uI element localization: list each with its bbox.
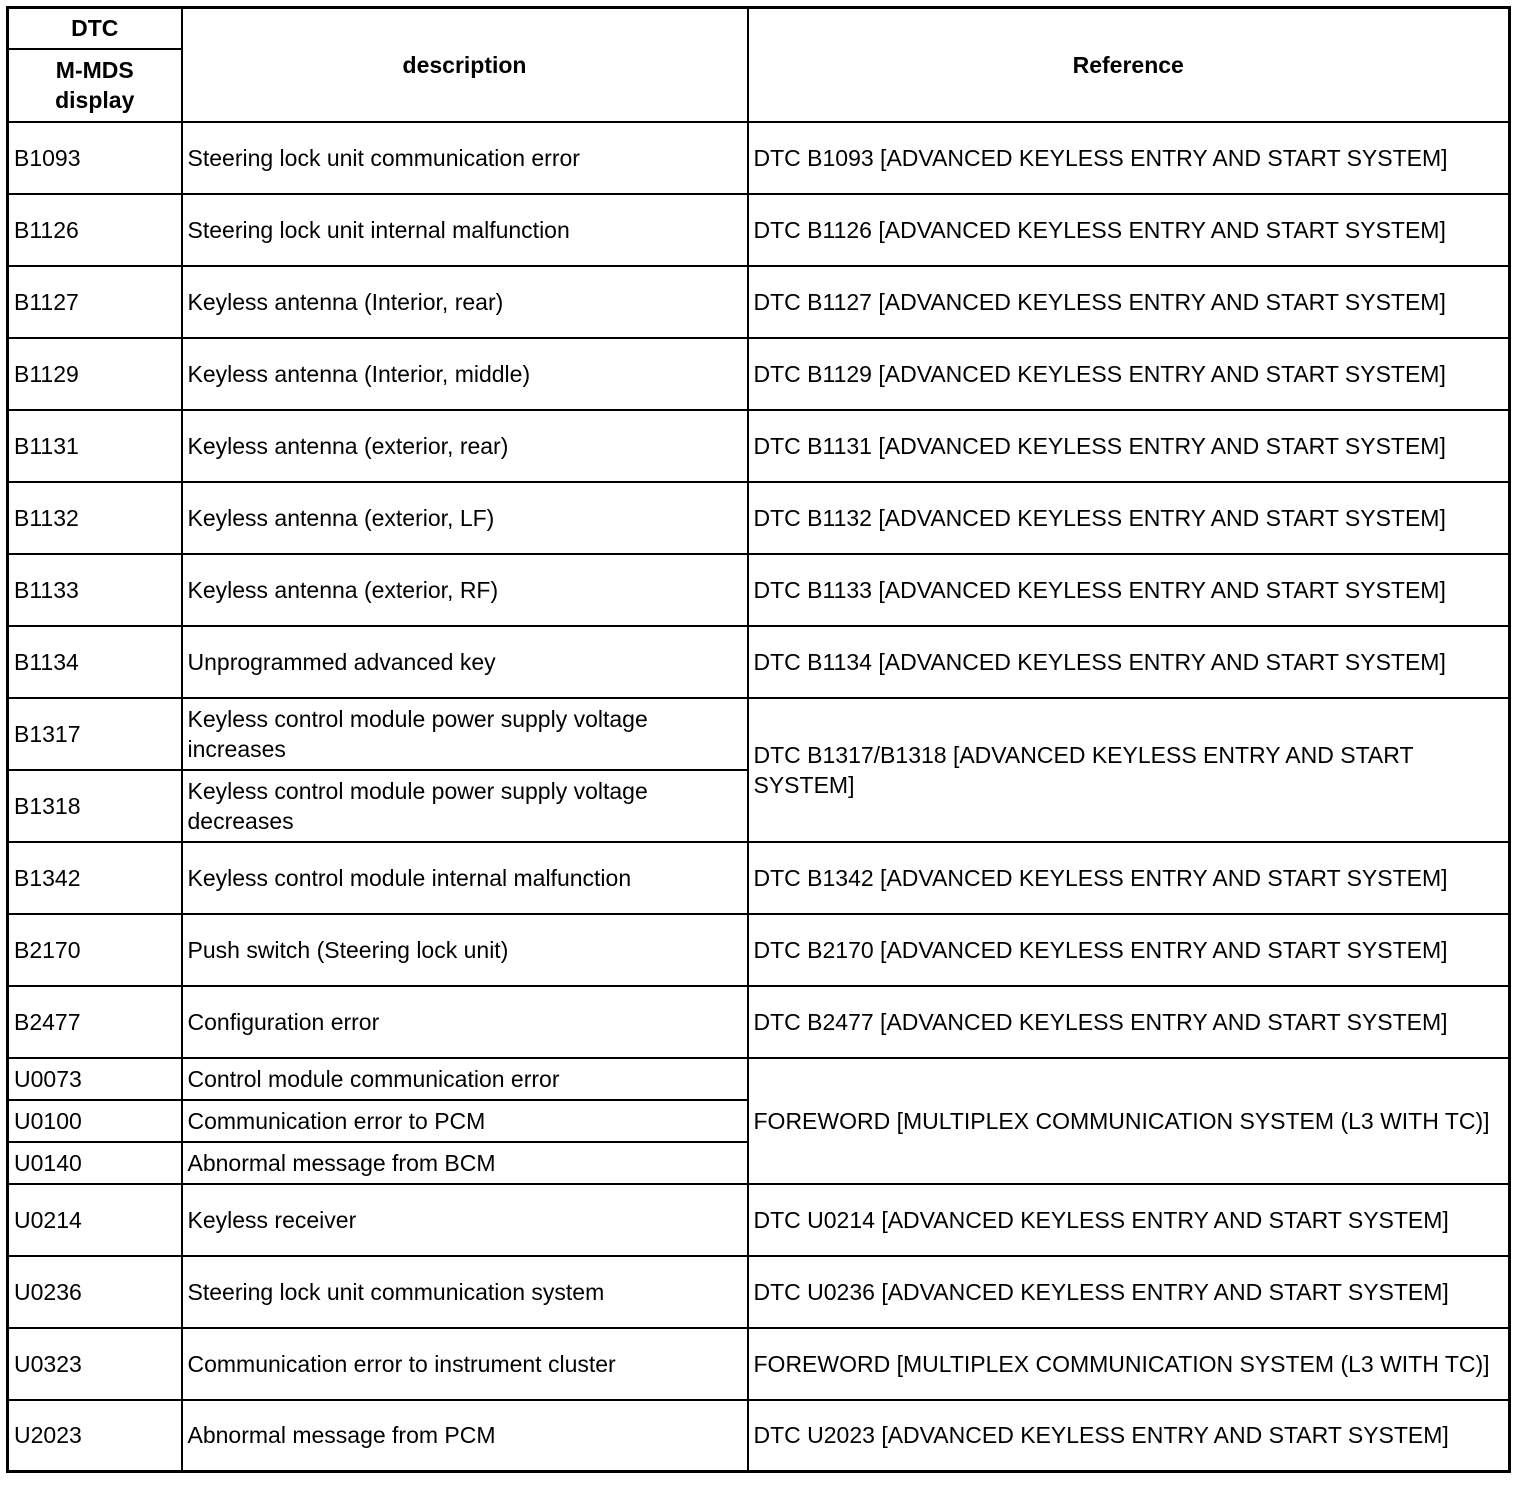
dtc-code: B1317 — [8, 698, 182, 770]
dtc-description: Keyless antenna (Interior, rear) — [182, 266, 748, 338]
dtc-description: Keyless control module power supply voltage decreases — [182, 770, 748, 842]
header-description: description — [182, 8, 748, 122]
table-row — [8, 986, 1510, 1058]
header-dtc: DTC — [8, 8, 182, 49]
table-row — [8, 914, 1510, 986]
dtc-code: B1129 — [8, 338, 182, 410]
table-row — [8, 194, 1510, 266]
dtc-reference-link[interactable]: DTC B1342 [ADVANCED KEYLESS ENTRY AND START SYSTEM] — [748, 842, 1510, 914]
dtc-code: U0073 — [8, 1058, 182, 1100]
dtc-reference-link[interactable]: DTC B1131 [ADVANCED KEYLESS ENTRY AND START SYSTEM] — [748, 410, 1510, 482]
table-row — [8, 1256, 1510, 1328]
dtc-description: Communication error to PCM — [182, 1100, 748, 1142]
dtc-description: Configuration error — [182, 986, 748, 1058]
dtc-description: Keyless control module internal malfunction — [182, 842, 748, 914]
dtc-description: Keyless antenna (exterior, RF) — [182, 554, 748, 626]
dtc-description: Push switch (Steering lock unit) — [182, 914, 748, 986]
dtc-description: Keyless antenna (Interior, middle) — [182, 338, 748, 410]
dtc-description: Steering lock unit communication error — [182, 122, 748, 194]
dtc-code: U0140 — [8, 1142, 182, 1184]
table-row — [8, 842, 1510, 914]
dtc-description: Communication error to instrument cluster — [182, 1328, 748, 1400]
dtc-description: Abnormal message from PCM — [182, 1400, 748, 1472]
table-row — [8, 626, 1510, 698]
dtc-reference-link[interactable]: DTC B1133 [ADVANCED KEYLESS ENTRY AND START SYSTEM] — [748, 554, 1510, 626]
dtc-description: Steering lock unit internal malfunction — [182, 194, 748, 266]
dtc-description: Keyless antenna (exterior, LF) — [182, 482, 748, 554]
dtc-reference-link[interactable]: DTC B1127 [ADVANCED KEYLESS ENTRY AND START SYSTEM] — [748, 266, 1510, 338]
dtc-reference-link[interactable]: DTC B1134 [ADVANCED KEYLESS ENTRY AND START SYSTEM] — [748, 626, 1510, 698]
dtc-reference-link[interactable]: DTC B1129 [ADVANCED KEYLESS ENTRY AND START SYSTEM] — [748, 338, 1510, 410]
dtc-reference-link[interactable]: DTC B2170 [ADVANCED KEYLESS ENTRY AND START SYSTEM] — [748, 914, 1510, 986]
dtc-code: B1126 — [8, 194, 182, 266]
dtc-reference-link[interactable]: DTC U0236 [ADVANCED KEYLESS ENTRY AND START SYSTEM] — [748, 1256, 1510, 1328]
dtc-code: B1318 — [8, 770, 182, 842]
dtc-description: Unprogrammed advanced key — [182, 626, 748, 698]
dtc-code: U2023 — [8, 1400, 182, 1472]
dtc-description: Keyless control module power supply voltage increases — [182, 698, 748, 770]
table-row — [8, 122, 1510, 194]
table-row — [8, 1184, 1510, 1256]
header-reference: Reference — [748, 8, 1510, 122]
table-row — [8, 482, 1510, 554]
dtc-reference-link[interactable]: DTC B2477 [ADVANCED KEYLESS ENTRY AND START SYSTEM] — [748, 986, 1510, 1058]
header-mmds-display: M-MDS display — [8, 49, 182, 122]
dtc-reference-link[interactable]: DTC B1132 [ADVANCED KEYLESS ENTRY AND START SYSTEM] — [748, 482, 1510, 554]
dtc-reference-link[interactable]: DTC B1317/B1318 [ADVANCED KEYLESS ENTRY AND START SYSTEM] — [748, 698, 1510, 842]
dtc-reference-link[interactable]: DTC U2023 [ADVANCED KEYLESS ENTRY AND START SYSTEM] — [748, 1400, 1510, 1472]
dtc-reference-link[interactable]: DTC B1126 [ADVANCED KEYLESS ENTRY AND START SYSTEM] — [748, 194, 1510, 266]
dtc-reference-link[interactable]: DTC U0214 [ADVANCED KEYLESS ENTRY AND START SYSTEM] — [748, 1184, 1510, 1256]
dtc-description: Control module communication error — [182, 1058, 748, 1100]
table-row — [8, 1400, 1510, 1472]
dtc-code: U0100 — [8, 1100, 182, 1142]
dtc-description: Keyless receiver — [182, 1184, 748, 1256]
table-row — [8, 410, 1510, 482]
dtc-code: U0236 — [8, 1256, 182, 1328]
table-row — [8, 1328, 1510, 1400]
table-body — [8, 122, 1510, 1472]
dtc-reference-link[interactable]: FOREWORD [MULTIPLEX COMMUNICATION SYSTEM (L3 WITH TC)] — [748, 1058, 1510, 1184]
dtc-code: B1127 — [8, 266, 182, 338]
dtc-description: Keyless antenna (exterior, rear) — [182, 410, 748, 482]
dtc-reference-link[interactable]: FOREWORD [MULTIPLEX COMMUNICATION SYSTEM (L3 WITH TC)] — [748, 1328, 1510, 1400]
dtc-table — [6, 6, 1511, 1473]
dtc-code: B2170 — [8, 914, 182, 986]
dtc-code: B1342 — [8, 842, 182, 914]
dtc-code: B1133 — [8, 554, 182, 626]
dtc-reference-link[interactable]: DTC B1093 [ADVANCED KEYLESS ENTRY AND START SYSTEM] — [748, 122, 1510, 194]
dtc-code: B1134 — [8, 626, 182, 698]
table-row — [8, 266, 1510, 338]
dtc-code: B1093 — [8, 122, 182, 194]
table-header — [8, 8, 1510, 122]
dtc-code: B1131 — [8, 410, 182, 482]
dtc-code: U0323 — [8, 1328, 182, 1400]
table-row — [8, 698, 1510, 770]
dtc-code: U0214 — [8, 1184, 182, 1256]
dtc-description: Steering lock unit communication system — [182, 1256, 748, 1328]
dtc-description: Abnormal message from BCM — [182, 1142, 748, 1184]
dtc-code: B1132 — [8, 482, 182, 554]
table-row — [8, 554, 1510, 626]
dtc-code: B2477 — [8, 986, 182, 1058]
table-row — [8, 1058, 1510, 1100]
table-row — [8, 338, 1510, 410]
